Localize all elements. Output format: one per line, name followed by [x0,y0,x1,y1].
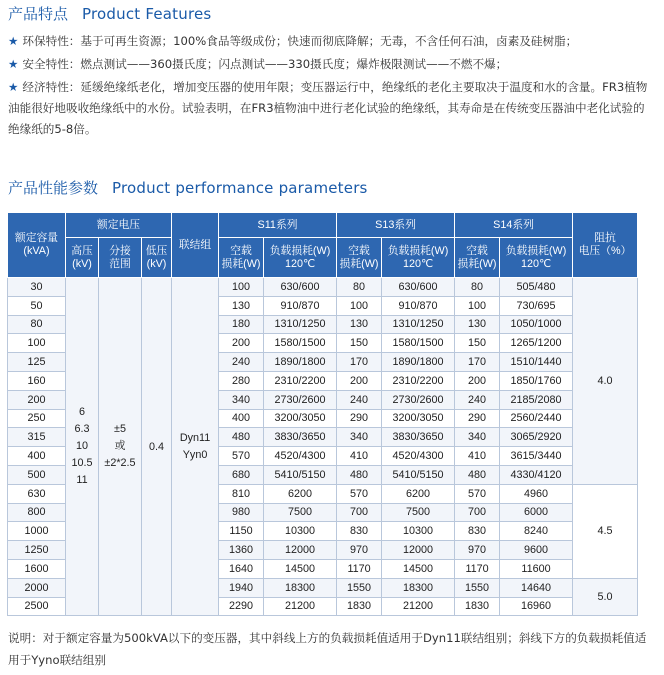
s13-noload-cell: 1170 [337,559,382,578]
s11-noload-cell: 180 [219,315,264,334]
s11-noload-cell: 1640 [219,559,264,578]
s14-load-cell: 1050/1000 [500,315,573,334]
header-s13-noload: 空载 损耗(W) [337,238,382,278]
s14-load-cell: 2560/2440 [500,409,573,428]
capacity-cell: 1000 [8,522,66,541]
header-tap: 分接 范围 [99,238,142,278]
s13-load-cell: 14500 [382,559,455,578]
s11-load-cell: 21200 [264,597,337,616]
s11-load-cell: 1580/1500 [264,334,337,353]
s13-load-cell: 3830/3650 [382,428,455,447]
s14-load-cell: 9600 [500,541,573,560]
s11-noload-cell: 100 [219,278,264,297]
capacity-cell: 1600 [8,559,66,578]
s13-noload-cell: 200 [337,371,382,390]
s14-noload-cell: 970 [455,541,500,560]
s14-noload-cell: 170 [455,353,500,372]
star-icon: ★ [8,34,19,48]
params-heading [8,177,368,198]
capacity-cell: 500 [8,465,66,484]
s11-load-cell: 18300 [264,578,337,597]
s11-load-cell: 12000 [264,541,337,560]
s11-noload-cell: 340 [219,390,264,409]
s11-noload-cell: 2290 [219,597,264,616]
header-s11: S11系列 [219,213,337,238]
s11-noload-cell: 280 [219,371,264,390]
s14-load-cell: 1850/1760 [500,371,573,390]
s14-noload-cell: 830 [455,522,500,541]
s14-load-cell: 11600 [500,559,573,578]
s13-noload-cell: 290 [337,409,382,428]
capacity-cell: 200 [8,390,66,409]
s11-load-cell: 1890/1800 [264,353,337,372]
features-heading-en: Product Features [82,5,212,23]
feature-safety-text: 安全特性：燃点测试——360摄氏度；闪点测试——330摄氏度；爆炸极限测试——不燃不爆； [22,57,508,71]
star-icon: ★ [8,57,19,71]
s14-noload-cell: 410 [455,447,500,466]
capacity-cell: 2500 [8,597,66,616]
s13-noload-cell: 700 [337,503,382,522]
s11-load-cell: 3200/3050 [264,409,337,428]
s14-load-cell: 4960 [500,484,573,503]
s13-load-cell: 2310/2200 [382,371,455,390]
lv-cell: 0.4 [142,278,172,616]
s11-noload-cell: 130 [219,296,264,315]
capacity-cell: 1250 [8,541,66,560]
header-impedance: 阻抗 电压（%） [573,213,638,278]
header-group: 联结组 [172,213,219,278]
s11-noload-cell: 1150 [219,522,264,541]
header-capacity: 额定容量 (kVA) [8,213,66,278]
s13-load-cell: 10300 [382,522,455,541]
capacity-cell: 100 [8,334,66,353]
s11-load-cell: 3830/3650 [264,428,337,447]
s14-noload-cell: 290 [455,409,500,428]
feature-eco [8,31,648,52]
s13-noload-cell: 410 [337,447,382,466]
s14-load-cell: 3615/3440 [500,447,573,466]
s13-load-cell: 12000 [382,541,455,560]
s13-noload-cell: 570 [337,484,382,503]
header-voltage: 额定电压 [66,213,172,238]
star-icon: ★ [8,80,19,94]
s14-load-cell: 14640 [500,578,573,597]
capacity-cell: 800 [8,503,66,522]
s13-noload-cell: 1550 [337,578,382,597]
table-note: 说明：对于额定容量为500kVA以下的变压器，其中斜线上方的负载损耗值适用于Dyn11联结组别；斜线下方的负载损耗值适用于Yyno联结组别 [8,631,647,667]
s14-load-cell: 1265/1200 [500,334,573,353]
header-lv: 低压 (kV) [142,238,172,278]
s13-load-cell: 910/870 [382,296,455,315]
impedance-cell: 4.0 [573,278,638,485]
s13-load-cell: 7500 [382,503,455,522]
s14-noload-cell: 150 [455,334,500,353]
capacity-cell: 80 [8,315,66,334]
s14-load-cell: 6000 [500,503,573,522]
s11-load-cell: 14500 [264,559,337,578]
s13-noload-cell: 480 [337,465,382,484]
capacity-cell: 30 [8,278,66,297]
s14-load-cell: 3065/2920 [500,428,573,447]
s13-load-cell: 1310/1250 [382,315,455,334]
s13-load-cell: 18300 [382,578,455,597]
s14-noload-cell: 1830 [455,597,500,616]
capacity-cell: 630 [8,484,66,503]
hv-cell: 6 6.3 10 10.5 11 [66,278,99,616]
s13-noload-cell: 970 [337,541,382,560]
s11-noload-cell: 200 [219,334,264,353]
s14-noload-cell: 340 [455,428,500,447]
s11-noload-cell: 480 [219,428,264,447]
s14-noload-cell: 1170 [455,559,500,578]
s13-noload-cell: 340 [337,428,382,447]
s14-load-cell: 505/480 [500,278,573,297]
s13-load-cell: 1890/1800 [382,353,455,372]
s14-load-cell: 16960 [500,597,573,616]
s14-noload-cell: 80 [455,278,500,297]
s11-noload-cell: 400 [219,409,264,428]
s14-load-cell: 1510/1440 [500,353,573,372]
s11-load-cell: 910/870 [264,296,337,315]
s11-noload-cell: 570 [219,447,264,466]
s13-load-cell: 630/600 [382,278,455,297]
s11-load-cell: 6200 [264,484,337,503]
feature-economy [8,77,648,140]
header-s14: S14系列 [455,213,573,238]
s13-load-cell: 6200 [382,484,455,503]
s11-noload-cell: 810 [219,484,264,503]
header-s14-load: 负载损耗(W) 120℃ [500,238,573,278]
s14-noload-cell: 100 [455,296,500,315]
capacity-cell: 400 [8,447,66,466]
features-heading [8,3,211,24]
s11-noload-cell: 1360 [219,541,264,560]
s14-load-cell: 4330/4120 [500,465,573,484]
feature-safety [8,54,648,75]
header-s13: S13系列 [337,213,455,238]
s14-noload-cell: 480 [455,465,500,484]
capacity-cell: 250 [8,409,66,428]
params-heading-cn: 产品性能参数 [8,179,99,197]
impedance-cell: 4.5 [573,484,638,578]
s14-noload-cell: 700 [455,503,500,522]
s11-load-cell: 2310/2200 [264,371,337,390]
performance-table [7,212,638,616]
features-heading-cn: 产品特点 [8,5,69,23]
header-s13-load: 负载损耗(W) 120℃ [382,238,455,278]
s13-noload-cell: 1830 [337,597,382,616]
s11-load-cell: 630/600 [264,278,337,297]
s14-noload-cell: 240 [455,390,500,409]
s11-noload-cell: 680 [219,465,264,484]
s14-load-cell: 2185/2080 [500,390,573,409]
impedance-cell: 5.0 [573,578,638,616]
s11-load-cell: 2730/2600 [264,390,337,409]
s13-load-cell: 1580/1500 [382,334,455,353]
s11-noload-cell: 1940 [219,578,264,597]
s13-load-cell: 3200/3050 [382,409,455,428]
capacity-cell: 50 [8,296,66,315]
group-cell: Dyn11 Yyn0 [172,278,219,616]
header-s14-noload: 空载 损耗(W) [455,238,500,278]
s13-load-cell: 4520/4300 [382,447,455,466]
capacity-cell: 315 [8,428,66,447]
s14-load-cell: 730/695 [500,296,573,315]
s14-load-cell: 8240 [500,522,573,541]
header-s11-noload: 空载 损耗(W) [219,238,264,278]
capacity-cell: 2000 [8,578,66,597]
s13-noload-cell: 80 [337,278,382,297]
s13-load-cell: 5410/5150 [382,465,455,484]
feature-economy-text: 经济特性：延缓绝缘纸老化，增加变压器的使用年限；变压器运行中，绝缘纸的老化主要取决于温度和水的含量。FR3植物油能很好地吸收绝缘纸中的水份。试验表明，在FR3植物油中进行老化试验的绝缘纸，其寿命是在传统变压器油中老化试验的绝缘纸的5-8倍。 [8,80,648,136]
s13-noload-cell: 240 [337,390,382,409]
s14-noload-cell: 1550 [455,578,500,597]
feature-eco-text: 环保特性：基于可再生资源；100%食品等级成份；快速而彻底降解；无毒，不含任何石油，卤素及硅树脂； [22,34,578,48]
header-s11-load: 负载损耗(W) 120℃ [264,238,337,278]
s13-noload-cell: 830 [337,522,382,541]
capacity-cell: 125 [8,353,66,372]
s14-noload-cell: 570 [455,484,500,503]
s13-noload-cell: 100 [337,296,382,315]
s14-noload-cell: 200 [455,371,500,390]
header-hv: 高压 (kV) [66,238,99,278]
s13-load-cell: 2730/2600 [382,390,455,409]
table-row [8,278,638,297]
s11-load-cell: 1310/1250 [264,315,337,334]
s13-noload-cell: 170 [337,353,382,372]
s13-noload-cell: 130 [337,315,382,334]
s11-noload-cell: 980 [219,503,264,522]
s11-load-cell: 10300 [264,522,337,541]
capacity-cell: 160 [8,371,66,390]
tap-cell: ±5 或 ±2*2.5 [99,278,142,616]
s13-noload-cell: 150 [337,334,382,353]
s11-load-cell: 4520/4300 [264,447,337,466]
s11-load-cell: 5410/5150 [264,465,337,484]
s14-noload-cell: 130 [455,315,500,334]
params-heading-en: Product performance parameters [112,179,368,197]
s11-noload-cell: 240 [219,353,264,372]
s11-load-cell: 7500 [264,503,337,522]
s13-load-cell: 21200 [382,597,455,616]
